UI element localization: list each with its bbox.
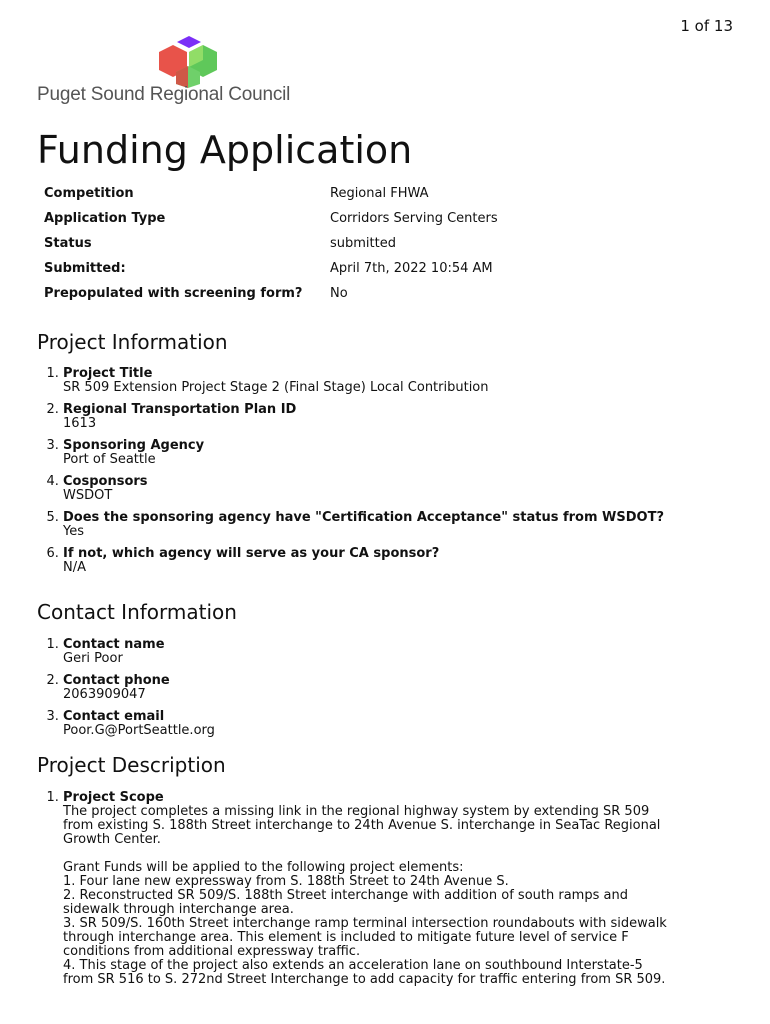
meta-row: [37, 186, 498, 211]
question-answer: 1613: [63, 416, 97, 431]
section-heading-contact-information: Contact Information: [37, 600, 237, 624]
question-item: [63, 547, 703, 575]
project-description-list: [37, 791, 703, 995]
meta-value: Corridors Serving Centers: [330, 211, 498, 226]
question-label: 6. If not, which agency will serve as your CA sponsor?: [63, 546, 440, 561]
question-item: [63, 674, 703, 702]
question-label: 2. Contact phone: [63, 673, 170, 688]
question-item: [63, 439, 703, 467]
question-answer: Poor.G@PortSeattle.org: [63, 723, 215, 738]
meta-label: Prepopulated with screening form?: [44, 286, 303, 301]
page-indicator: 1 of 13: [680, 17, 733, 35]
meta-value: Regional FHWA: [330, 186, 429, 201]
question-item: [63, 403, 703, 431]
question-answer: Port of Seattle: [63, 452, 156, 467]
question-label: 5. Does the sponsoring agency have "Certification Acceptance" status from WSDOT?: [63, 510, 665, 525]
question-answer: N/A: [63, 560, 86, 575]
question-label: 1. Contact name: [63, 637, 165, 652]
meta-label: Status: [44, 236, 92, 251]
meta-row: [37, 286, 498, 311]
meta-row: [37, 211, 498, 236]
question-item: [63, 367, 703, 395]
contact-information-list: [37, 638, 703, 746]
question-label: 3. Sponsoring Agency: [63, 438, 205, 453]
question-answer: Yes: [63, 524, 84, 539]
question-answer: 2063909047: [63, 687, 146, 702]
logo-cubes-icon: [155, 36, 259, 88]
section-heading-project-description: Project Description: [37, 753, 226, 777]
question-label: 3. Contact email: [63, 709, 165, 724]
question-answer: SR 509 Extension Project Stage 2 (Final Stage) Local Contribution: [63, 380, 489, 395]
psrc-logo: [37, 36, 291, 106]
meta-label: Competition: [44, 186, 134, 201]
project-information-list: [37, 367, 703, 583]
question-label: 1. Project Title: [63, 366, 153, 381]
meta-row: [37, 236, 498, 261]
meta-label: Submitted:: [44, 261, 126, 276]
question-answer: The project completes a missing link in the regional highway system by extending SR 509 from existing S. 188th Street interchange to 24th Avenue S. interchange in SeaTac Regional Growth Center. Grant Funds will be applied to the following project elements: 1. Four lane new expressway from S. 188th Street to 24th Avenue S. 2. Reconstructed SR 509/S. 188th Street interchange with addition of south ramps and sidewalk through interchange area. 3. SR 509/S. 160th Street interchange ramp terminal intersection roundabouts with sidewalk through interchange area. This element is included to mitigate future level of service F conditions from additional expressway traffic. 4. This stage of the project also extends an acceleration lane on southbound Interstate-5 from SR 516 to S. 272nd Street Interchange to add capacity for traffic entering from SR 509.: [63, 804, 667, 987]
meta-row: [37, 261, 498, 286]
meta-value: April 7th, 2022 10:54 AM: [330, 261, 493, 276]
section-heading-project-information: Project Information: [37, 330, 228, 354]
question-answer: Geri Poor: [63, 651, 123, 666]
question-answer: WSDOT: [63, 488, 113, 503]
meta-label: Application Type: [44, 211, 166, 226]
question-item: [63, 710, 703, 738]
question-label: 4. Cosponsors: [63, 474, 148, 489]
question-item: [63, 791, 703, 987]
question-item: [63, 638, 703, 666]
meta-value: No: [330, 286, 348, 301]
application-meta-table: [37, 186, 498, 311]
question-item: [63, 475, 703, 503]
meta-value: submitted: [330, 236, 396, 251]
logo-org-name: Puget Sound Regional Council: [37, 84, 291, 105]
question-label: 2. Regional Transportation Plan ID: [63, 402, 297, 417]
question-label: 1. Project Scope: [63, 790, 164, 805]
page-title: Funding Application: [37, 128, 413, 172]
question-item: [63, 511, 703, 539]
